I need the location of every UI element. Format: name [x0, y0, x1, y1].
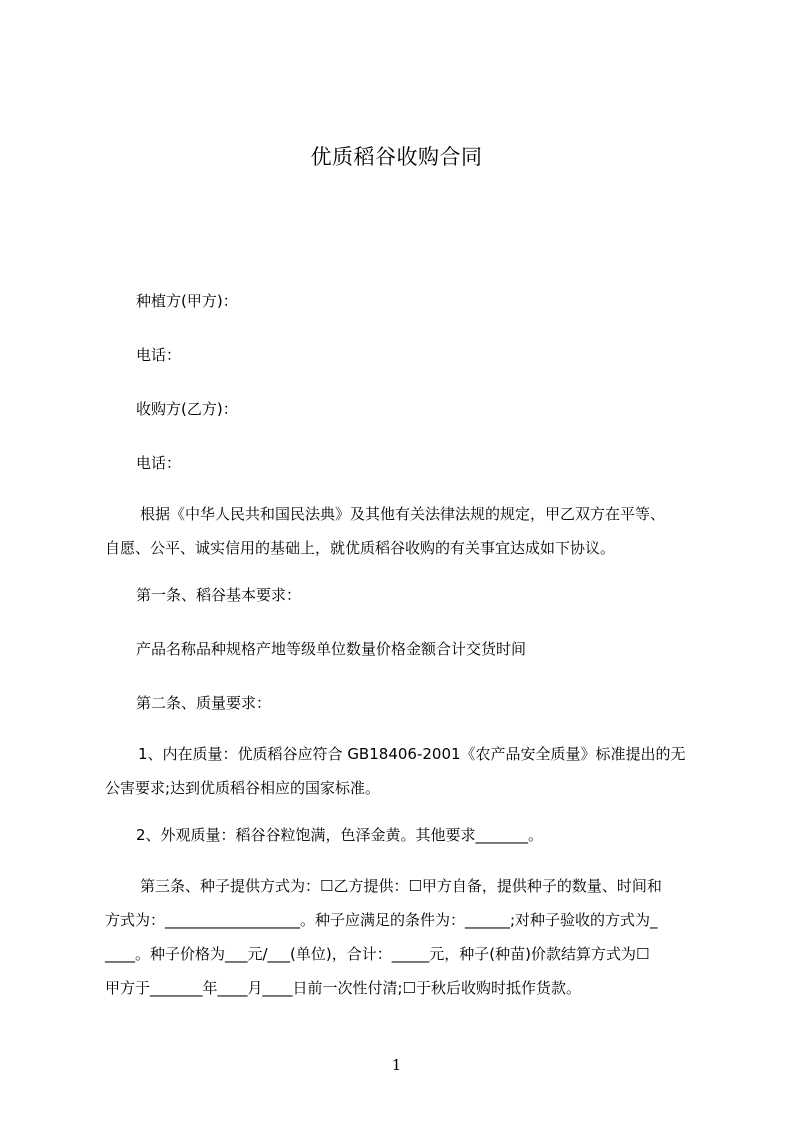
article-3-paragraph: [105, 869, 705, 1005]
preamble-line: 根据《中华人民共和国民法典》及其他有关法律法规的规定，甲乙双方在平等、: [140, 505, 666, 523]
article-3-line: 方式为：__________________。种子应满足的条件为：______;对种子验收的方式为_: [105, 911, 658, 929]
article-1-title: 第一条、稻谷基本要求：: [136, 586, 302, 604]
preamble-paragraph: [105, 497, 705, 565]
party-b-label: 收购方(乙方)：: [136, 400, 238, 418]
article-3-line: ____。种子价格为___元/___(单位)，合计：_____元，种子(种苗)价款结算方式为☐: [105, 945, 650, 963]
article-3-line: 甲方于_______年____月____日前一次性付清;☐于秋后收购时抵作货款。: [105, 979, 582, 997]
quality-intrinsic-line: 1、内在质量：优质稻谷应符合 GB18406-2001《农产品安全质量》标准提出的无: [138, 745, 686, 763]
article-3-line: 第三条、种子提供方式为：☐乙方提供：☐甲方自备，提供种子的数量、时间和: [140, 877, 662, 895]
contract-title: 优质稻谷收购合同: [310, 145, 483, 169]
quality-intrinsic-paragraph: [105, 737, 705, 805]
page-number: 1: [391, 1056, 402, 1074]
article-2-title: 第二条、质量要求：: [136, 694, 272, 712]
quality-intrinsic-line: 公害要求;达到优质稻谷相应的国家标准。: [105, 779, 381, 797]
preamble-line: 自愿、公平、诚实信用的基础上，就优质稻谷收购的有关事宜达成如下协议。: [105, 539, 616, 557]
quality-appearance: 2、外观质量：稻谷谷粒饱满，色泽金黄。其他要求_______。: [136, 826, 544, 844]
party-a-label: 种植方(甲方)：: [136, 292, 238, 310]
party-b-phone-label: 电话：: [136, 454, 182, 472]
party-a-phone-label: 电话：: [136, 346, 182, 364]
article-1-columns: 产品名称品种规格产地等级单位数量价格金额合计交货时间: [136, 640, 527, 658]
